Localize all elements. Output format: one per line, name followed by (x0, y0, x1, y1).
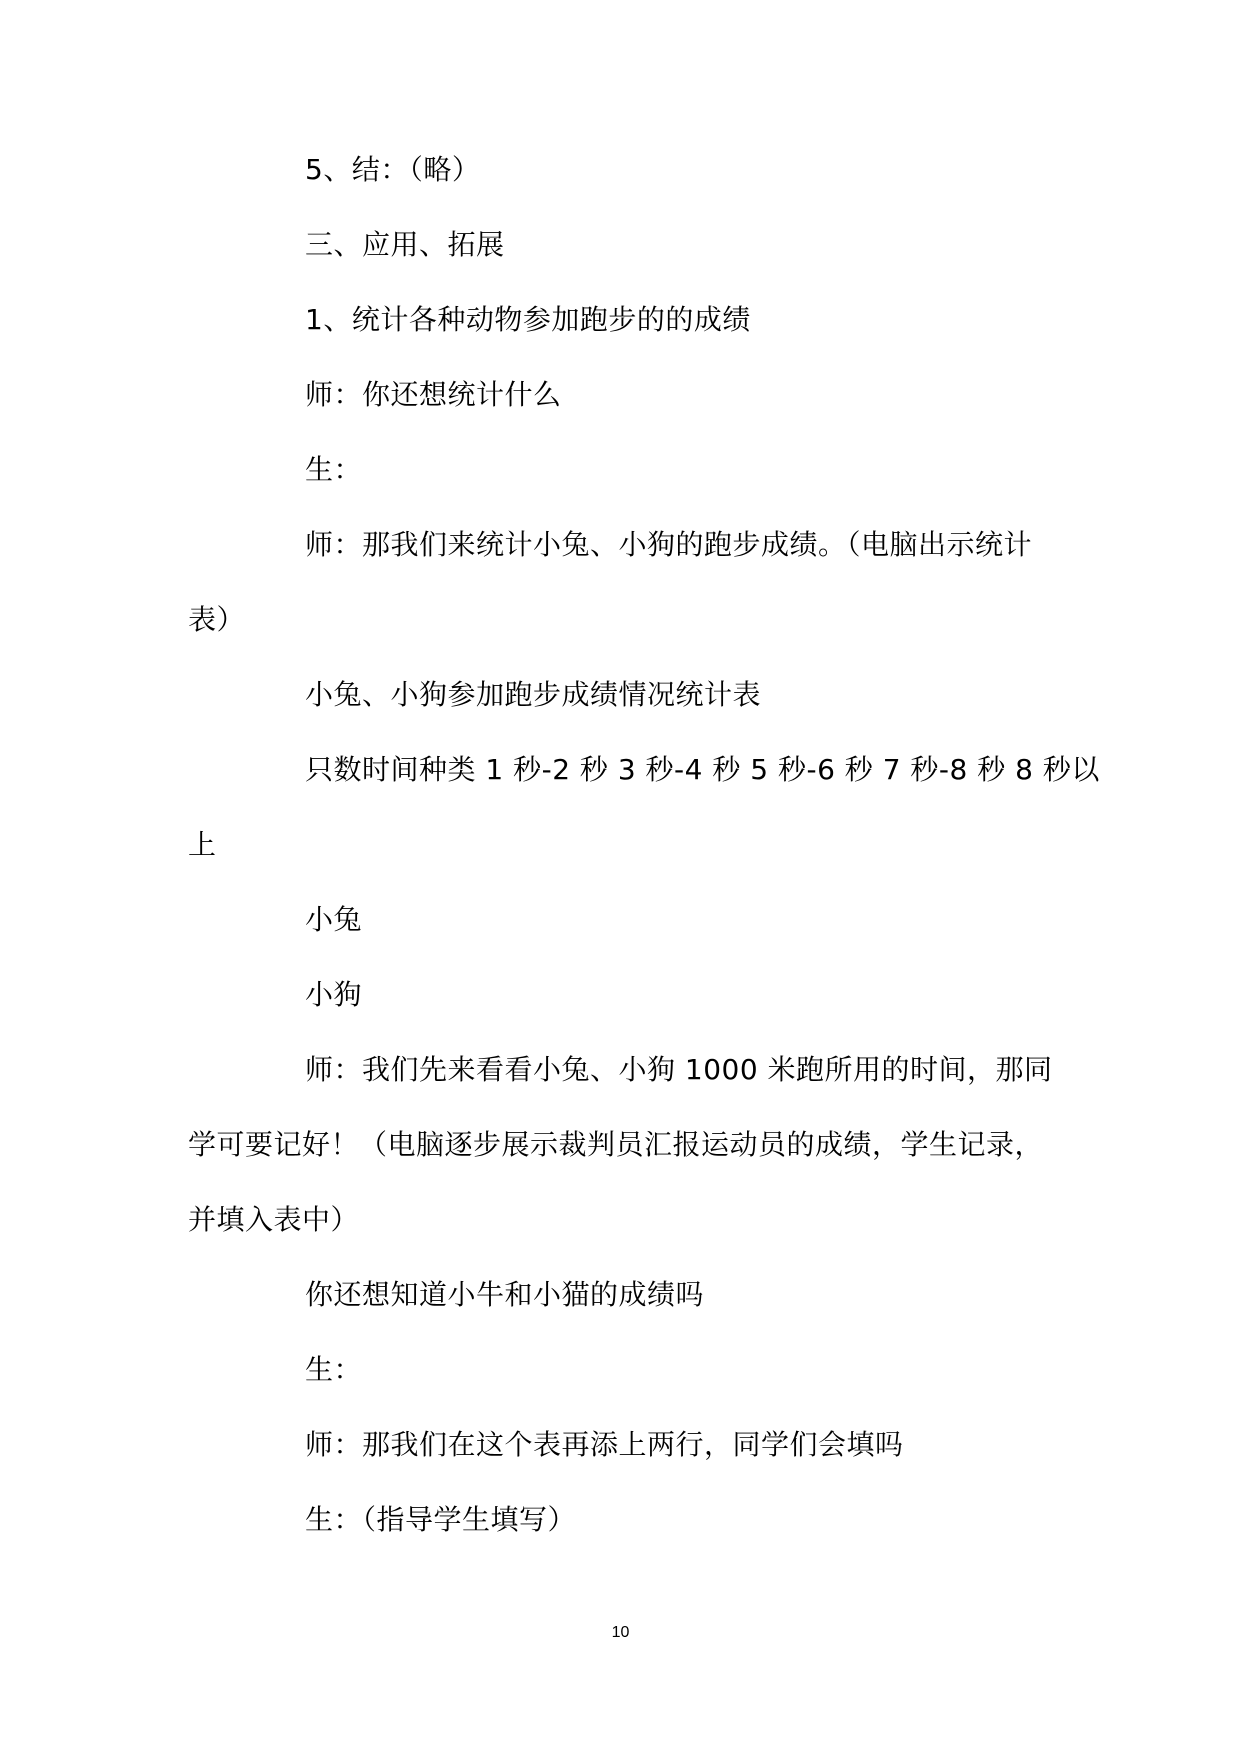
table-row-rabbit: 小兔 (305, 903, 363, 936)
page-number: 10 (611, 1624, 630, 1641)
paragraph-student-2: 生： (305, 1353, 363, 1386)
paragraph-student: 生： (305, 453, 363, 486)
paragraph-teacher-question: 师：你还想统计什么 (305, 378, 562, 411)
table-row-dog: 小狗 (305, 978, 363, 1011)
paragraph-question-cow-cat: 你还想知道小牛和小猫的成绩吗 (305, 1278, 705, 1311)
section-heading-application: 三、应用、拓展 (305, 228, 505, 261)
paragraph-item-1: 1、统计各种动物参加跑步的的成绩 (305, 303, 751, 336)
table-title: 小兔、小狗参加跑步成绩情况统计表 (305, 678, 762, 711)
table-header-row-cont: 上 (188, 828, 217, 861)
paragraph-teacher-statement: 师：那我们来统计小兔、小狗的跑步成绩。（电脑出示统计 (305, 528, 1033, 561)
paragraph-student-guidance: 生：（指导学生填写） (305, 1503, 577, 1536)
paragraph-teacher-add-rows: 师：那我们在这个表再添上两行，同学们会填吗 (305, 1428, 904, 1461)
table-header-row: 只数时间种类 1 秒-2 秒 3 秒-4 秒 5 秒-6 秒 7 秒-8 秒 8 秒以 (305, 753, 1100, 786)
paragraph-teacher-statement-cont: 表） (188, 603, 246, 636)
paragraph-teacher-look-end: 并填入表中） (188, 1203, 360, 1236)
paragraph-conclusion: 5、结：（略） (305, 153, 481, 186)
paragraph-teacher-look: 师：我们先来看看小兔、小狗 1000 米跑所用的时间，那同 (305, 1053, 1053, 1086)
paragraph-teacher-look-cont: 学可要记好！（电脑逐步展示裁判员汇报运动员的成绩，学生记录， (188, 1128, 1044, 1161)
